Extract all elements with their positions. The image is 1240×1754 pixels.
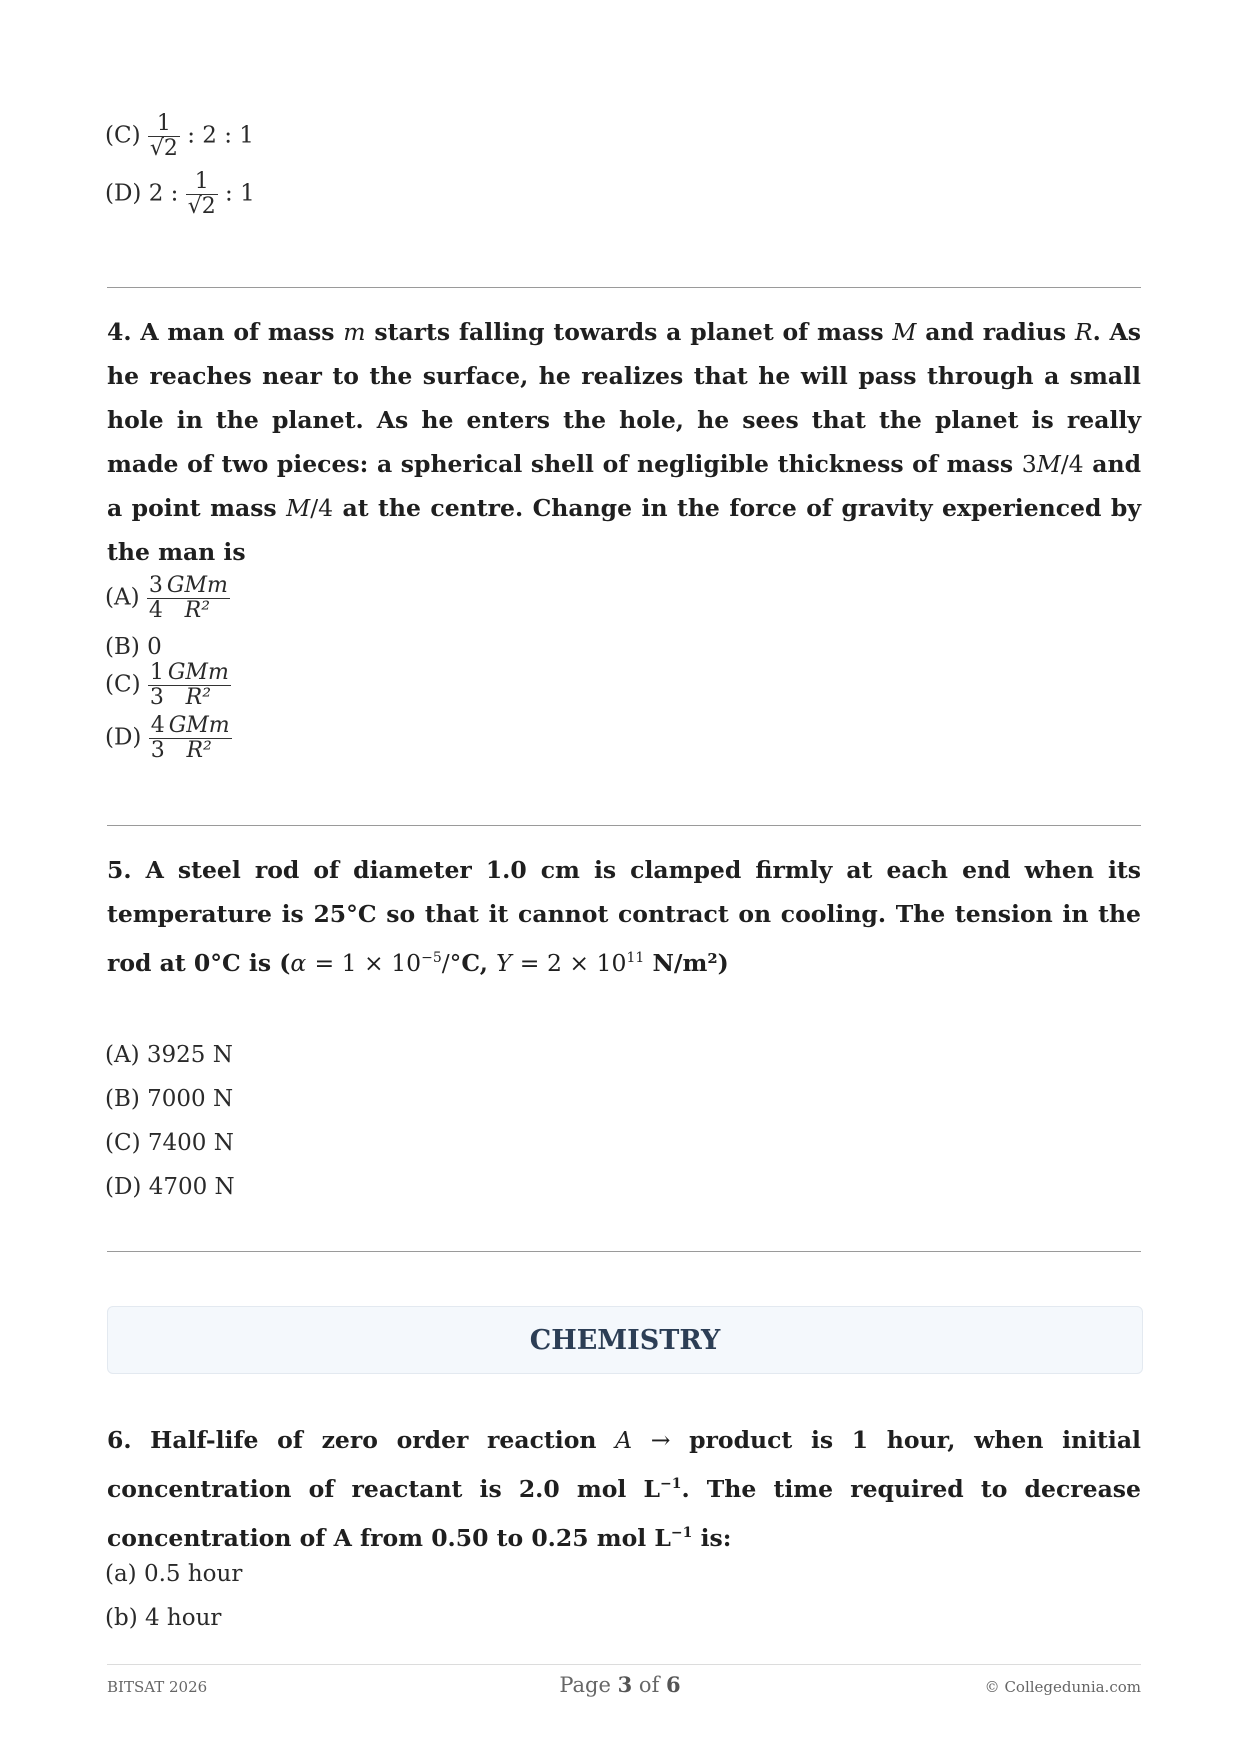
page-indicator: Page 3 of 6 <box>559 1672 681 1697</box>
divider <box>107 825 1141 826</box>
q5-option-d: (D) 4700 N <box>105 1174 235 1200</box>
q4-option-c: (C) $\frac{1}{3}$ $\frac{\text{GMm}}{\text{R²}}$ <box>105 660 229 710</box>
footer-copyright: © Collegedunia.com <box>984 1678 1141 1696</box>
q4-option-d: (D) $\frac{4}{3}$ $\frac{\text{GMm}}{\text{R²}}$ <box>105 713 230 763</box>
footer-divider <box>107 1664 1141 1665</box>
question-6: 6. Half-life of zero order reaction A → product is 1 hour, when initial concentration of reactant is 2.0 mol $L^{-1}$. The time required to decrease concentration of A from 0.50 to 0.25 mol $L^{-1}$ is: <box>107 1426 1141 1552</box>
section-header <box>107 1306 1143 1374</box>
question-4: 4. A man of mass m starts falling towards a planet of mass M and radius R. As he reaches near to the surface, he realizes that he will pass through a small hole in the planet. As he enters the hole, he sees that the planet is really made of two pieces: a spherical shell of negligible thickness of mass 3M/4 and a point mass M/4 at the centre. Change in the force of gravity experienced by the man is <box>107 318 1141 566</box>
question-5: 5. A steel rod of diameter 1.0 cm is clamped firmly at each end when its temperature is 25°C so that it cannot contract on cooling. The tension in the rod at 0°C is ($\alpha = 1 \times 10^{-5}/^\circ C$, $Y = 2 \times 10^{11}$ N/m²) <box>107 856 1141 977</box>
q3-option-c: (C) $\frac{1}{√2}$ : 2 : 1 <box>105 111 254 161</box>
q6-option-a: (a) 0.5 hour <box>105 1561 243 1587</box>
q4-option-a: (A) $\frac{3}{4}$ $\frac{\text{GMm}}{\text{R²}}$ <box>105 573 228 623</box>
q3-option-d: (D) 2 : $\frac{1}{√2}$ : 1 <box>105 169 255 219</box>
footer-exam-name: BITSAT 2026 <box>107 1678 208 1696</box>
divider <box>107 287 1141 288</box>
q5-option-b: (B) 7000 N <box>105 1086 234 1112</box>
q5-option-c: (C) 7400 N <box>105 1130 234 1156</box>
q5-option-a: (A) 3925 N <box>105 1042 233 1068</box>
q6-option-b: (b) 4 hour <box>105 1605 222 1631</box>
divider <box>107 1251 1141 1252</box>
q4-option-b: (B) 0 <box>105 634 162 660</box>
section-title: CHEMISTRY <box>529 1324 721 1356</box>
